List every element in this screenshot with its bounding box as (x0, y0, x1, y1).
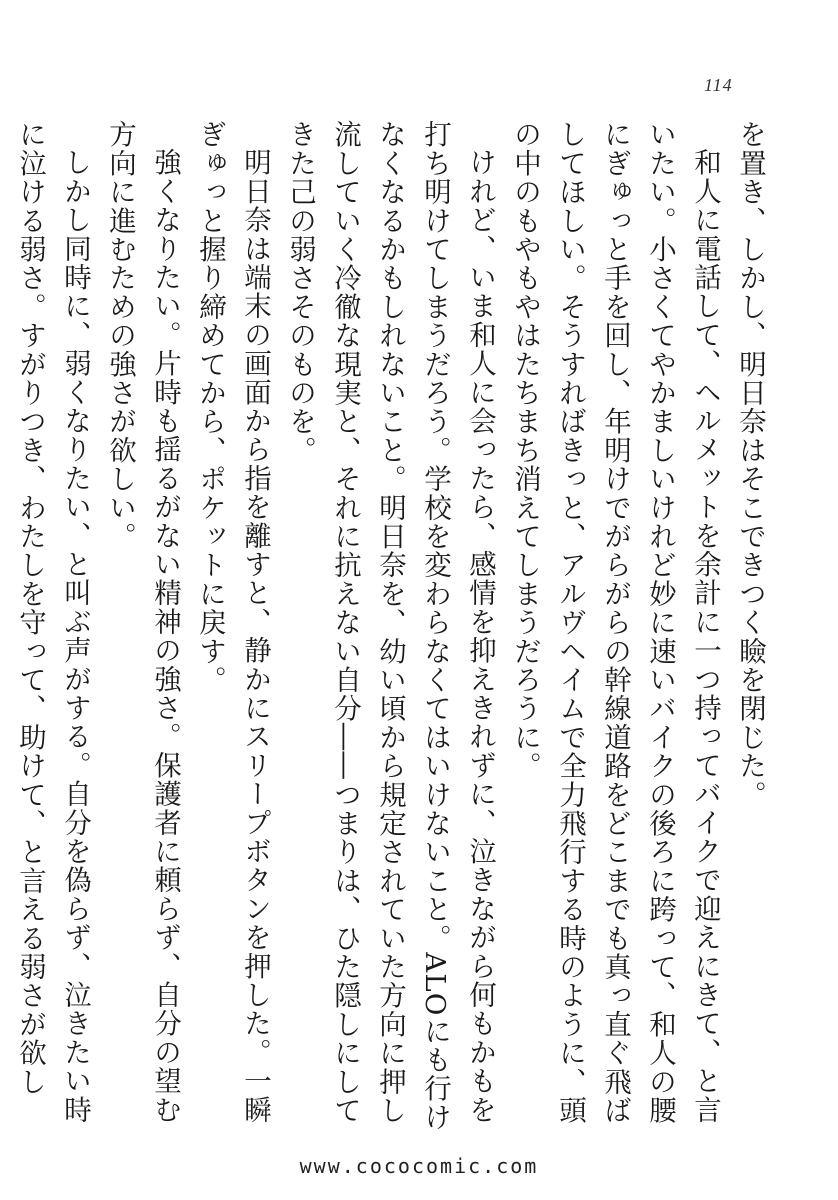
paragraph: を置き、しかし、明日奈はそこできつく瞼を閉じた。 (734, 120, 766, 809)
paragraph: けれど、いま和人に会ったら、感情を抑えきれずに、泣きながら何もかもを打ち明けてしまうだろう。学校を変わらなくてはいけないこと。ALOにも行けなくなるかもしれないこと。明日奈を、幼い頃から規定されていた方向に押し流していく冷徹な現実と、それに抗えない自分――つまりは、ひた隠しにしてきた己の弱さそのものを。 (284, 120, 496, 1132)
site-watermark: www.cococomic.com (299, 1154, 539, 1178)
paragraph: しかし同時に、弱くなりたい、と叫ぶ声がする。自分を偽らず、泣きたい時に泣ける弱さ。すがりつき、わたしを守って、助けて、と言える弱さが欲し (14, 120, 91, 1124)
page-number: 114 (704, 75, 733, 95)
paragraph: 和人に電話して、ヘルメットを余計に一つ持ってバイクで迎えにきて、と言いたい。小さくてやかましいけれど妙に速いバイクの後ろに跨って、和人の腰にぎゅっと手を回し、年明けでがらがらの幹線道路をどこまでも真っ直ぐ飛ばしてほしい。そうすればきっと、アルヴヘイムで全力飛行する時のように、頭の中のもやもやはたちまち消えてしまうだろうに。 (509, 120, 721, 1125)
paragraph: 強くなりたい。片時も揺るがない精神の強さ。保護者に頼らず、自分の望む方向に進むための強さが欲しい。 (104, 120, 181, 1124)
vertical-text-block (14, 120, 772, 1140)
paragraph: 明日奈は端末の画面から指を離すと、静かにスリープボタンを押した。一瞬ぎゅっと握り締めてから、ポケットに戻す。 (194, 120, 271, 1124)
